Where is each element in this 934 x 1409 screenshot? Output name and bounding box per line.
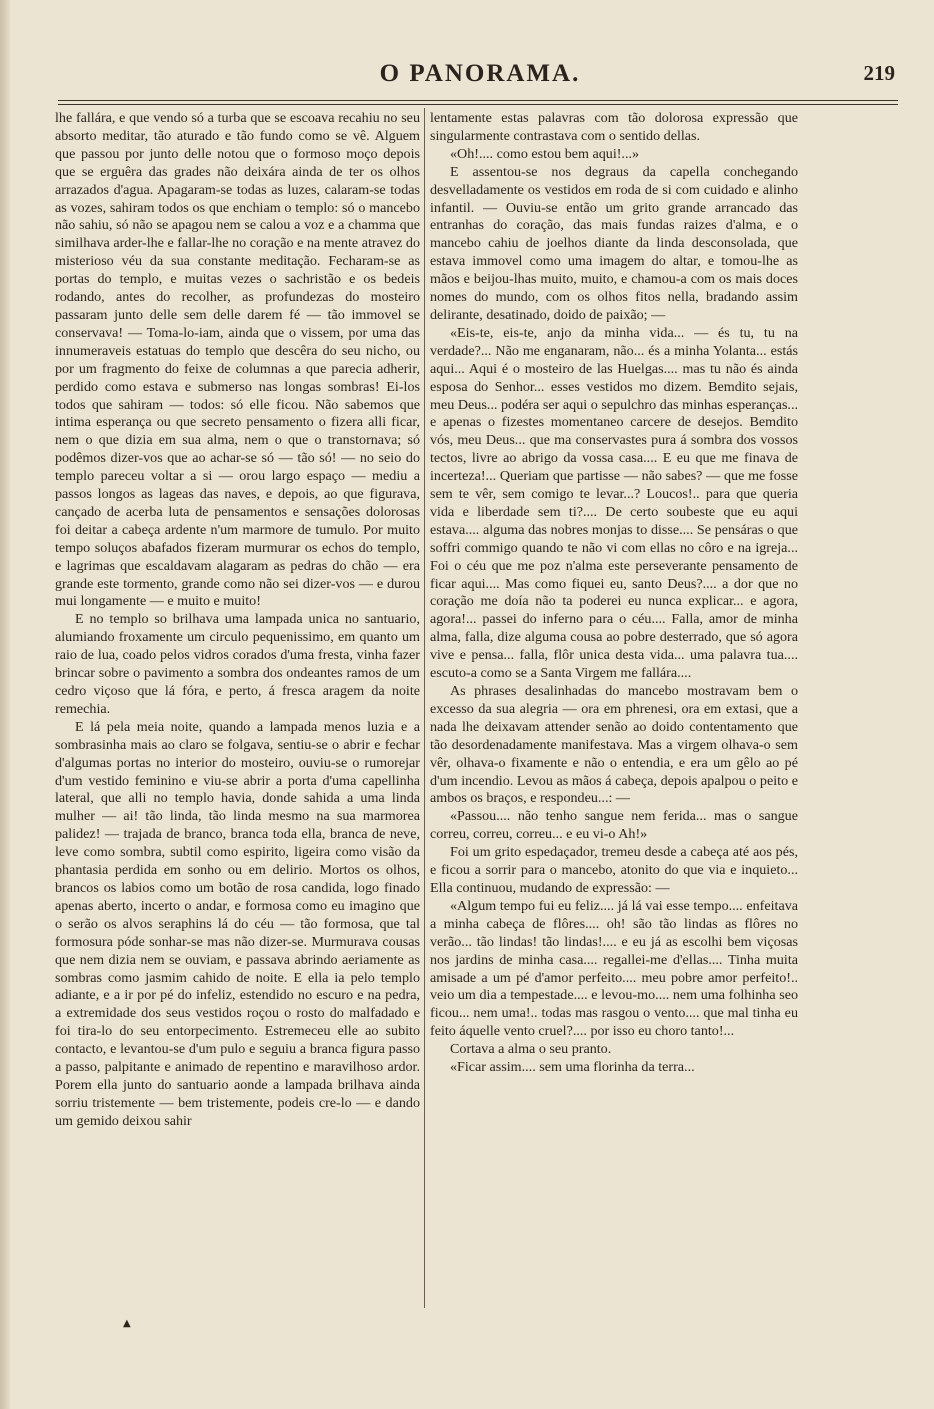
paragraph: Foi um grito espedaçador, tremeu desde a cabeça até aos pés, e ficou a sorrir para o mancebo, atonito do que via e inquieto... Ella continuou, mudando de expressão: —	[430, 844, 798, 896]
journal-title: O PANORAMA.	[379, 60, 581, 87]
paragraph: As phrases desalinhadas do mancebo mostravam bem o excesso da sua alegria — ora em phrenesi, ora em extasi, que a nada lhe deixavam attender senão ao doido contentamento que tão desordenadamente manifestava. Mas a virgem olhava-o sem vêr, olhava-o fixamente e não o entendia, e era um gêlo ao pé d'um incendio. Levou as mãos á cabeça, depois apalpou o peito e ambos os braços, e respondeu...: —	[430, 683, 798, 807]
paragraph: lhe fallára, e que vendo só a turba que se escoava recahiu no seu absorto meditar, tão aturado e tão fundo como se vê. Alguem que passou por junto delle notou que o formoso moço depois que se erguêra das grades não deixára ainda de ter os olhos arrazados d'agua. Apagaram-se todas as luzes, calaram-se todas as vozes, sahiram todos os que enchiam o templo: só o mancebo não sahiu, só não se apagou nem se calou a voz e a chamma que similhava arder-lhe e fallar-lhe no coração e na mente atravez do misterioso véu da sua constante meditação. Fecharam-se as portas do templo, e muitas vezes o sachristão e os bedeis rodando, antes do recolher, as profundezas do mosteiro passaram junto delle sem delle darem fé — tão immovel se conservava! — Toma-lo-iam, ainda que o vissem, por uma das innumeraveis estatuas do templo que descêra do seu nicho, ou por um fragmento do feixe de columnas a que parecia adherir, perdido como estava e submerso nas longas sombras! Ei-los todos que sahiram — todos: só elle ficou. Não sabemos que intima esperança ou que secreto pensamento o fizera alli ficar, nem o que dizia em sua alma, nem o que o transtornava; só podêmos dizer-vos que ao achar-se só — tão só! — no seio do templo pareceu voltar a si — orou largo espaço — mediu a passos longos as lageas das naves, e depois, ao que figurava, cançado de acerba luta de pensamentos e sensações dolorosas foi deitar a cabeça ardente n'um marmore de tumulo. Por muito tempo soluços abafados fizeram murmurar os echos do templo, e lagrimas que escaldavam alagaram as pedras do chão — era grande este tormento, grande como não sei dizer-vos — e durou mui longamente — e muito e muito!	[55, 110, 420, 610]
paragraph: E assentou-se nos degraus da capella conchegando desvelladamente os vestidos em roda de si com cuidado e alinho infantil. — Ouviu-se então um grito grande arrancado das entranhas do coração, das mais fundas raizes d'alma, e o mancebo cahiu de joelhos diante da linda desconsolada, que estava immovel como uma imagem do altar, e tomou-lhe as mãos e beijou-lhas muito, muito, e chamou-a com os mais doces nomes do mundo, com os olhos fitos nella, bradando assim delirante, desatinado, doido de paixão; —	[430, 163, 798, 323]
page-edge	[0, 0, 10, 1409]
left-column	[55, 110, 420, 1131]
paragraph: «Ficar assim.... sem uma florinha da terra...	[450, 1059, 695, 1076]
paragraph: Cortava a alma o seu pranto.	[450, 1041, 612, 1058]
right-column	[430, 110, 798, 1077]
page-number: 219	[863, 61, 895, 85]
paragraph: lentamente estas palavras com tão dolorosa expressão que singularmente contrastava com o sentido dellas.	[430, 110, 798, 144]
paragraph: E no templo so brilhava uma lampada unica no santuario, alumiando froxamente um circulo pequenissimo, em quanto um raio de lua, coado pelos vidros corados d'uma fresta, vinha fazer brincar sobre o pavimento a sombra dos ondeantes ramos de um cedro viçoso que lá fóra, e perto, á fresca aragem da noite remechia.	[55, 611, 420, 717]
paragraph: «Oh!.... como estou bem aqui!...»	[450, 145, 640, 162]
paragraph: E lá pela meia noite, quando a lampada menos luzia e a sombrasinha mais ao claro se folgava, sentiu-se o abrir e fechar d'algumas portas no interior do mosteiro, ouviu-se o rumorejar d'um vestido feminino e viu-se abrir a porta d'uma capellinha lateral, que alli no templo havia, donde sahida a uma linda mulher — ai! tão linda, tão linda mesmo na sua marmorea palidez! — trajada de branco, branca toda ella, branca de neve, leve como sombra, subtil como espirito, ligeira como visão da phantasia perdida em sonho ou em delirio. Mortos os olhos, brancos os labios como um botão de rosa candida, logo finado apenas aberto, incerto o andar, e formosa como eu imagino que o serão os alvos seraphins lá do céu — tão formosa, que tal formosura póde sonhar-se mas não dizer-se. Murmurava cousas que nem dizia nem se ouviam, e passava abrindo aeriamente as sombras como jasmim cahido de noite. E ella ia pelo templo adiante, e a ir por pé do infeliz, estendido no escuro e na pedra, a extremidade dos seus vestidos roçou o rosto do malfadado e foi tira-lo do seu entorpecimento. Estremeceu elle ao subito contacto, e levantou-se d'um pulo e seguiu a branca figura passo a passo, palpitante e animado de repentino e maravilhoso ardor. Porem ella junto do santuario aonde a lampada brilhava ainda sorriu tristemente — bem tristemente, podeis cre-lo — e dando um gemido deixou sahir	[55, 718, 420, 1129]
paragraph: «Eis-te, eis-te, anjo da minha vida... — és tu, tu na verdade?... Não me enganaram, não... és a minha Yolanta... estás aqui... Aqui é o mosteiro de las Huelgas.... mas tu não és ainda esposa do Senhor... esses vestidos mo dizem. Bemdito sejais, meu Deus... podéra ser aqui o sepulchro das minhas esperanças... e apenas o fizestes momentaneo carcere de desejos. Bemdito vós, meu Deus... que ma conservastes pura á sombra dos vossos tectos, livre ao abrigo da vossa casa.... E eu que me finava de incerteza!... Queriam que partisse — não sabes? — que me fosse sem te vêr, sem comigo te levar...? Loucos!.. para que queria vida e liberdade sem ti?.... De certo soubeste que eu aqui estava.... alguma das nobres monjas to disse.... Se pensáras o que soffri commigo quando te não vi com ellas no côro e na igreja... Foi o céu que me poz n'alma este perseverante pensamento de ficar aqui.... Mas como fiquei eu, santo Deus?.... a dor que no coração me doía não ta poderei eu nunca explicar... e agora, agora!... passei do inferno para o céu.... Falla, amor de minha alma, falla, dize alguma cousa ao pobre desterrado, que só agora vive e pensa... falla, flôr unica desta vida... uma palavra tua.... escuto-a como se a Santa Virgem me fallára....	[430, 324, 798, 682]
paragraph: «Passou.... não tenho sangue nem ferida... mas o sangue correu, correu, correu... e eu vi-o Ah!»	[430, 808, 798, 843]
paragraph: «Algum tempo fui eu feliz.... já lá vai esse tempo.... enfeitava a minha cabeça de flôres.... oh! são tão lindas as flôres no verão... tão lindas! tão lindas!.... e eu já as escolhi bem viçosas nos jardins de minha casa.... regallei-me d'ellas.... Tinha muita amisade a um pé d'amor perfeito.... meu pobre amor perfeito!.. veio um dia a tempestade.... e levou-mo.... nem uma folhinha seo ficou... nem uma!.. todas mas rasgou o vento.... que mal tinha eu feito áquelle vento cruel?.... por isso eu choro tanto!...	[430, 897, 798, 1040]
signature-mark: ▲	[123, 1318, 131, 1329]
column-divider	[424, 108, 425, 1308]
header-rule-thin	[58, 104, 898, 105]
header-rule	[58, 100, 898, 101]
page-header	[60, 60, 900, 100]
